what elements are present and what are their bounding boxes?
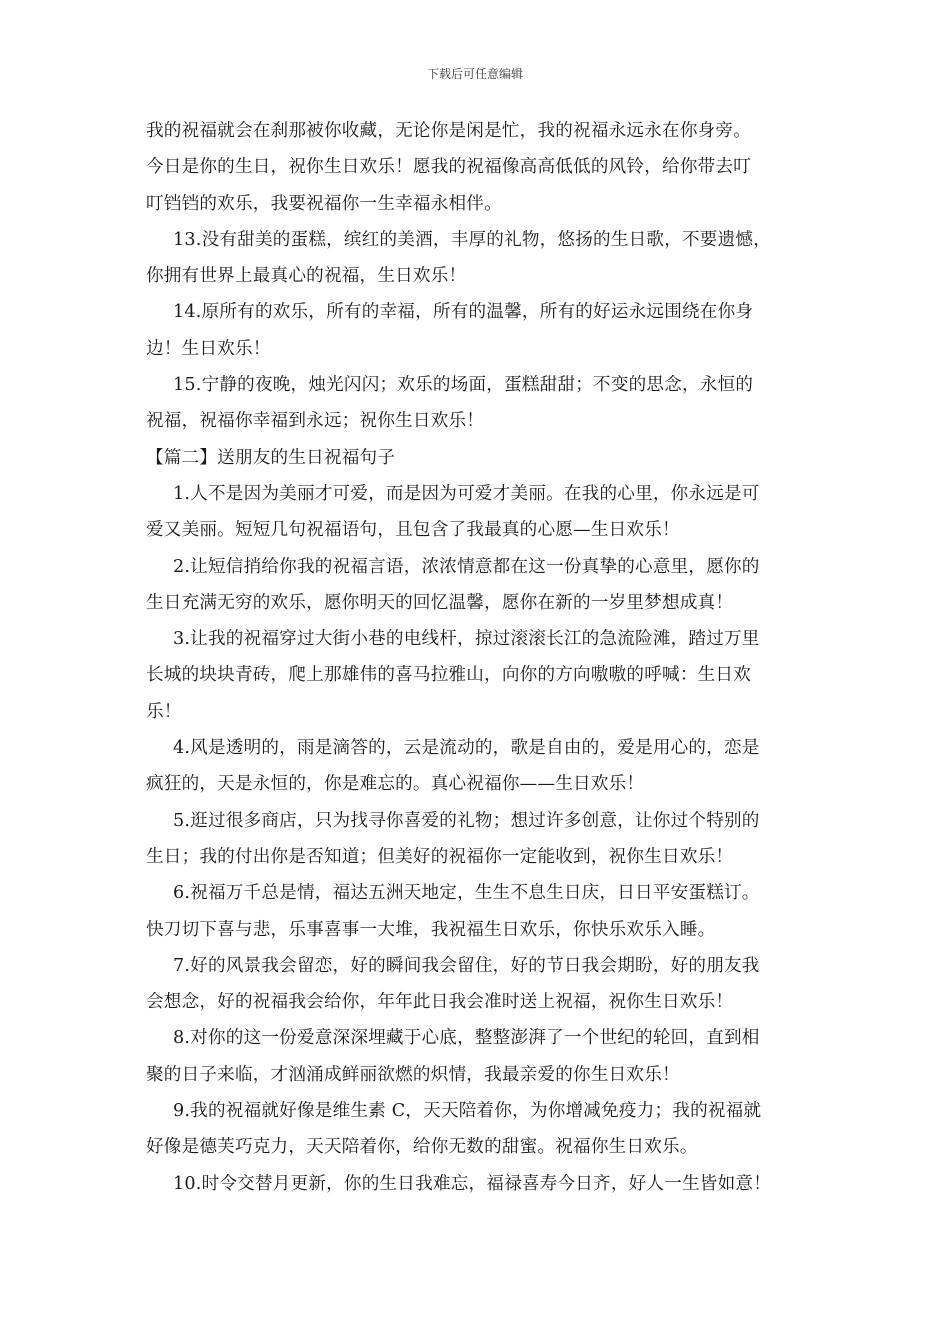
text-line: 8.对你的这一份爱意深深埋藏于心底，整整澎湃了一个世纪的轮回，直到相 [173, 1028, 760, 1049]
text-line: 1.人不是因为美丽才可爱，而是因为可爱才美丽。在我的心里，你永远是可 [173, 483, 760, 504]
text-line: 乐！ [146, 701, 182, 722]
text-line: 4.风是透明的，雨是滴答的，云是流动的，歌是自由的，爱是用心的，恋是 [173, 738, 760, 759]
text-line: 你拥有世界上最真心的祝福，生日欢乐！ [146, 266, 467, 287]
text-line: 15.宁静的夜晚，烛光闪闪；欢乐的场面，蛋糕甜甜；不变的思念，永恒的 [173, 375, 754, 396]
text-line: 9.我的祝福就好像是维生素 C，天天陪着你，为你增减免疫力；我的祝福就 [173, 1101, 762, 1122]
text-line: 疯狂的，天是永恒的，你是难忘的。真心祝福你——生日欢乐！ [146, 774, 645, 795]
text-line: 【篇二】送朋友的生日祝福句子 [146, 447, 396, 468]
text-line: 长城的块块青砖，爬上那雄伟的喜马拉雅山，向你的方向嗷嗷的呼喊：生日欢 [146, 665, 751, 686]
page-header: 下载后可任意编辑 [426, 67, 523, 81]
text-line: 13.没有甜美的蛋糕，缤红的美酒，丰厚的礼物，悠扬的生日歌，不要遗憾， [173, 229, 771, 250]
text-line: 好像是德芙巧克力，天天陪着你，给你无数的甜蜜。祝福你生日欢乐。 [146, 1137, 698, 1158]
text-line: 叮铛铛的欢乐，我要祝福你一生幸福永相伴。 [146, 193, 502, 214]
text-line: 5.逛过很多商店，只为找寻你喜爱的礼物；想过许多创意，让你过个特别的 [173, 810, 760, 831]
text-line: 今日是你的生日，祝你生日欢乐！愿我的祝福像高高低低的风铃，给你带去叮 [146, 157, 751, 178]
text-line: 边！生日欢乐！ [146, 338, 271, 359]
text-line: 2.让短信捎给你我的祝福言语，浓浓情意都在这一份真挚的心意里，愿你的 [173, 556, 760, 577]
text-line: 生日；我的付出你是否知道；但美好的祝福你一定能收到，祝你生日欢乐！ [146, 846, 734, 867]
text-line: 3.让我的祝福穿过大街小巷的电线杆，掠过滚滚长江的急流险滩，踏过万里 [173, 629, 760, 650]
text-line: 生日充满无穷的欢乐，愿你明天的回忆温馨，愿你在新的一岁里梦想成真！ [146, 592, 734, 613]
text-line: 7.好的风景我会留恋，好的瞬间我会留住，好的节日我会期盼，好的朋友我 [173, 955, 760, 976]
text-line: 快刀切下喜与悲，乐事喜事一大堆，我祝福生日欢乐，你快乐欢乐入睡。 [146, 919, 716, 940]
text-line: 我的祝福就会在刹那被你收藏，无论你是闲是忙，我的祝福永远永在你身旁。 [146, 121, 751, 141]
text-line: 10.时令交替月更新，你的生日我难忘，福禄喜寿今日齐，好人一生皆如意！ [173, 1173, 771, 1194]
text-line: 祝福，祝福你幸福到永远；祝你生日欢乐！ [146, 411, 485, 432]
text-line: 聚的日子来临，才汹涌成鲜丽欲燃的炽情，我最亲爱的你生日欢乐！ [146, 1064, 680, 1085]
text-line: 爱又美丽。短短几句祝福语句，且包含了我最真的心愿—生日欢乐！ [146, 520, 680, 541]
body-text [146, 113, 836, 1202]
text-line: 6.祝福万千总是情，福达五洲天地定，生生不息生日庆，日日平安蛋糕订。 [173, 883, 760, 904]
text-line: 会想念，好的祝福我会给你，年年此日我会准时送上祝福，祝你生日欢乐！ [146, 992, 734, 1013]
text-line: 14.原所有的欢乐，所有的幸福，所有的温馨，所有的好运永远围绕在你身 [173, 302, 754, 323]
